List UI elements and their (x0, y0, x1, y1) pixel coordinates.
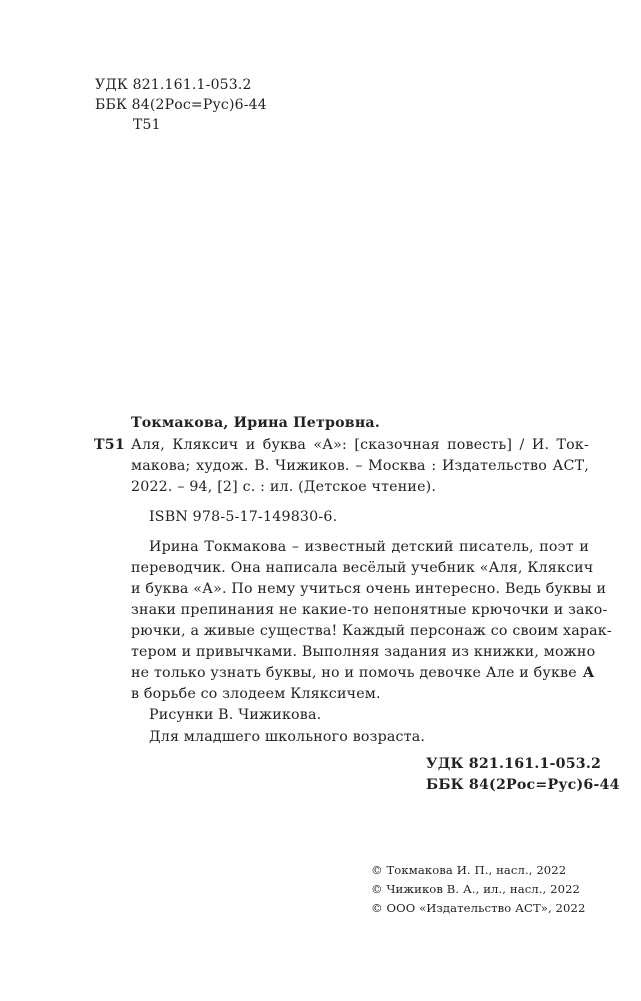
copyright-author: © Токмакова И. П., насл., 2022 (371, 863, 567, 877)
isbn: ISBN 978-5-17-149830-6. (149, 509, 338, 525)
udk-code-bottom: УДК 821.161.1-053.2 (426, 756, 602, 772)
annotation-line-8: в борьбе со злодеем Кляксичем. (131, 686, 381, 702)
annotation-line-3: и буква «А». По нему учиться очень интересно. Ведь буквы и (131, 581, 607, 597)
annotation-line-4: знаки препинания не какие-то непонятные крючочки и зако- (131, 602, 608, 618)
annotation-line-7 (131, 665, 595, 681)
copyright-publisher: © ООО «Издательство АСТ», 2022 (371, 901, 586, 915)
udk-code-top: УДК 821.161.1-053.2 (95, 77, 252, 93)
annotation-line-1: Ирина Токмакова – известный детский писатель, поэт и (149, 539, 589, 555)
bbk-code-top: ББК 84(2Рос=Рус)6-44 (95, 97, 267, 113)
illustrations-note: Рисунки В. Чижикова. (149, 707, 322, 723)
annotation-line-5: рючки, а живые существа! Каждый персонаж со своим харак- (131, 623, 612, 639)
description-line-1: Аля, Кляксич и буква «А»: [сказочная повесть] / И. Ток- (131, 437, 589, 453)
annotation-line-2: переводчик. Она написала весёлый учебник «Аля, Кляксич (131, 560, 594, 576)
bbk-code-bottom: ББК 84(2Рос=Рус)6-44 (426, 777, 620, 793)
age-note: Для младшего школьного возраста. (149, 729, 426, 745)
author-mark-top: Т51 (133, 117, 161, 133)
bold-letter-a: А (582, 665, 595, 681)
description-line-2: макова; худож. В. Чижиков. – Москва : Издательство АСТ, (131, 458, 589, 474)
annotation-line-6: тером и привычками. Выполняя задания из книжки, можно (131, 644, 596, 660)
copyright-illustrator: © Чижиков В. А., ил., насл., 2022 (371, 882, 581, 896)
description-line-3: 2022. – 94, [2] с. : ил. (Детское чтение). (131, 479, 437, 495)
author-heading: Токмакова, Ирина Петровна. (131, 415, 380, 431)
author-mark: Т51 (94, 437, 125, 453)
annotation-line-7-text: не только узнать буквы, но и помочь девочке Але и букве (131, 665, 577, 681)
